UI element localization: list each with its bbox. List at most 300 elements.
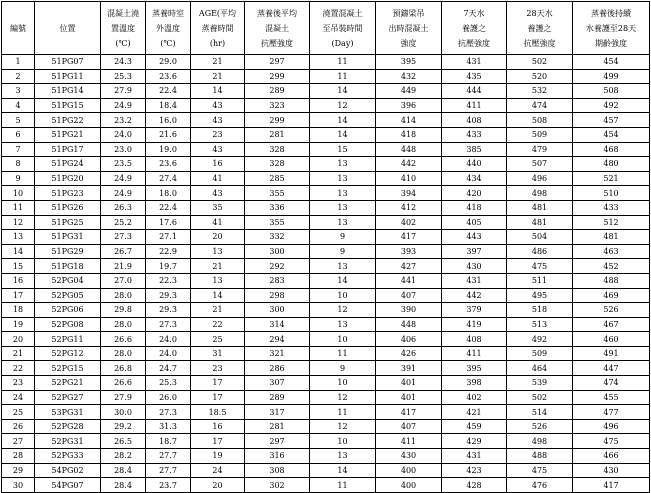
- header-line: 期齡強度: [595, 38, 627, 48]
- cell-strength-7day: 395: [442, 361, 507, 376]
- cell-continued-cure-strength: 430: [573, 463, 650, 478]
- cell-pour-temp: 26.6: [101, 332, 146, 347]
- cell-lift-strength: 407: [376, 419, 442, 434]
- cell-continued-cure-strength: 526: [573, 303, 650, 318]
- table-row: [2, 259, 650, 274]
- cell-id: 14: [2, 244, 35, 259]
- cell-strength-28day: 507: [507, 157, 573, 172]
- cell-steam-age: 23: [191, 127, 245, 142]
- cell-post-steam-strength: 328: [245, 142, 310, 157]
- table-row: [2, 55, 650, 70]
- cell-continued-cure-strength: 468: [573, 142, 650, 157]
- header-lift-strength: [376, 2, 442, 55]
- cell-post-steam-strength: 307: [245, 376, 310, 391]
- header-line: 預鑄梁吊: [392, 8, 425, 18]
- table-row: [2, 171, 650, 186]
- cell-post-steam-strength: 297: [245, 434, 310, 449]
- cell-outdoor-temp: 18.4: [146, 98, 191, 113]
- cell-strength-28day: 476: [507, 478, 573, 493]
- cell-continued-cure-strength: 433: [573, 200, 650, 215]
- cell-lift-strength: 417: [376, 230, 442, 245]
- cell-days-to-lift: 13: [310, 317, 376, 332]
- cell-id: 15: [2, 259, 35, 274]
- cell-outdoor-temp: 29.0: [146, 55, 191, 70]
- cell-continued-cure-strength: 454: [573, 127, 650, 142]
- cell-continued-cure-strength: 508: [573, 84, 650, 99]
- header-28day-strength: [507, 2, 573, 55]
- cell-lift-strength: 449: [376, 84, 442, 99]
- cell-pour-temp: 24.9: [101, 171, 146, 186]
- cell-lift-strength: 402: [376, 215, 442, 230]
- cell-days-to-lift: 12: [310, 390, 376, 405]
- cell-outdoor-temp: 27.3: [146, 405, 191, 420]
- cell-location: 51PG21: [35, 127, 101, 142]
- cell-days-to-lift: 13: [310, 171, 376, 186]
- table-body: [2, 55, 650, 493]
- cell-days-to-lift: 15: [310, 142, 376, 157]
- cell-pour-temp: 23.5: [101, 157, 146, 172]
- cell-days-to-lift: 13: [310, 449, 376, 464]
- cell-strength-7day: 433: [442, 127, 507, 142]
- cell-id: 5: [2, 113, 35, 128]
- cell-id: 18: [2, 303, 35, 318]
- cell-days-to-lift: 12: [310, 303, 376, 318]
- cell-strength-7day: 428: [442, 478, 507, 493]
- header-continued-cure-strength: [573, 2, 650, 55]
- cell-pour-temp: 24.9: [101, 98, 146, 113]
- cell-steam-age: 21: [191, 69, 245, 84]
- cell-days-to-lift: 9: [310, 244, 376, 259]
- cell-continued-cure-strength: 467: [573, 317, 650, 332]
- cell-pour-temp: 29.2: [101, 419, 146, 434]
- cell-steam-age: 21: [191, 55, 245, 70]
- cell-continued-cure-strength: 463: [573, 244, 650, 259]
- cell-days-to-lift: 11: [310, 478, 376, 493]
- cell-pour-temp: 24.9: [101, 186, 146, 201]
- cell-location: 51PG11: [35, 69, 101, 84]
- table-row: [2, 157, 650, 172]
- header-7day-strength: [442, 2, 507, 55]
- cell-location: 52PG21: [35, 376, 101, 391]
- cell-strength-28day: 475: [507, 259, 573, 274]
- table-row: [2, 376, 650, 391]
- cell-location: 51PG20: [35, 171, 101, 186]
- cell-location: 51PG07: [35, 55, 101, 70]
- cell-id: 29: [2, 463, 35, 478]
- cell-lift-strength: 448: [376, 142, 442, 157]
- cell-strength-7day: 408: [442, 332, 507, 347]
- cell-pour-temp: 26.5: [101, 434, 146, 449]
- cell-id: 10: [2, 186, 35, 201]
- cell-continued-cure-strength: 488: [573, 273, 650, 288]
- cell-id: 7: [2, 142, 35, 157]
- cell-post-steam-strength: 299: [245, 113, 310, 128]
- cell-outdoor-temp: 23.6: [146, 69, 191, 84]
- cell-continued-cure-strength: 496: [573, 419, 650, 434]
- cell-outdoor-temp: 29.3: [146, 288, 191, 303]
- table-row: [2, 215, 650, 230]
- cell-post-steam-strength: 332: [245, 230, 310, 245]
- cell-pour-temp: 30.0: [101, 405, 146, 420]
- cell-id: 11: [2, 200, 35, 215]
- cell-id: 4: [2, 98, 35, 113]
- cell-lift-strength: 407: [376, 288, 442, 303]
- header-line: 澆置混凝土: [322, 8, 363, 18]
- cell-post-steam-strength: 316: [245, 449, 310, 464]
- cell-location: 52PG04: [35, 273, 101, 288]
- cell-pour-temp: 28.0: [101, 317, 146, 332]
- table-row: [2, 127, 650, 142]
- header-line: 編號: [10, 23, 26, 33]
- cell-post-steam-strength: 292: [245, 259, 310, 274]
- cell-lift-strength: 390: [376, 303, 442, 318]
- cell-id: 28: [2, 449, 35, 464]
- cell-lift-strength: 406: [376, 332, 442, 347]
- cell-steam-age: 19: [191, 449, 245, 464]
- cell-steam-age: 43: [191, 98, 245, 113]
- cell-outdoor-temp: 27.7: [146, 449, 191, 464]
- cell-lift-strength: 412: [376, 200, 442, 215]
- cell-pour-temp: 27.9: [101, 84, 146, 99]
- header-line: 強度: [400, 38, 417, 48]
- cell-post-steam-strength: 300: [245, 303, 310, 318]
- table-row: [2, 390, 650, 405]
- cell-strength-7day: 431: [442, 273, 507, 288]
- header-line: (Day): [331, 38, 354, 48]
- cell-pour-temp: 23.0: [101, 142, 146, 157]
- table-row: [2, 142, 650, 157]
- cell-id: 24: [2, 390, 35, 405]
- cell-outdoor-temp: 23.7: [146, 478, 191, 493]
- cell-id: 26: [2, 419, 35, 434]
- cell-post-steam-strength: 294: [245, 332, 310, 347]
- cell-location: 51PG14: [35, 84, 101, 99]
- cell-id: 16: [2, 273, 35, 288]
- cell-pour-temp: 21.9: [101, 259, 146, 274]
- table-row: [2, 463, 650, 478]
- cell-strength-28day: 509: [507, 346, 573, 361]
- cell-days-to-lift: 9: [310, 230, 376, 245]
- cell-id: 1: [2, 55, 35, 70]
- cell-days-to-lift: 14: [310, 84, 376, 99]
- cell-strength-7day: 411: [442, 346, 507, 361]
- cell-days-to-lift: 14: [310, 127, 376, 142]
- table-row: [2, 449, 650, 464]
- cell-pour-temp: 26.6: [101, 376, 146, 391]
- cell-outdoor-temp: 24.0: [146, 346, 191, 361]
- header-line: 置溫度: [111, 23, 135, 33]
- cell-steam-age: 17: [191, 390, 245, 405]
- cell-continued-cure-strength: 477: [573, 405, 650, 420]
- header-line: 28天水: [526, 8, 553, 18]
- cell-days-to-lift: 11: [310, 69, 376, 84]
- cell-strength-7day: 398: [442, 376, 507, 391]
- header-line: 抗壓強度: [523, 38, 556, 48]
- cell-continued-cure-strength: 469: [573, 288, 650, 303]
- cell-days-to-lift: 13: [310, 157, 376, 172]
- cell-days-to-lift: 10: [310, 332, 376, 347]
- cell-pour-temp: 28.4: [101, 478, 146, 493]
- cell-id: 30: [2, 478, 35, 493]
- header-line: 抗壓強度: [458, 38, 490, 48]
- cell-lift-strength: 417: [376, 405, 442, 420]
- cell-outdoor-temp: 18.0: [146, 186, 191, 201]
- header-line: AGE(平均: [198, 8, 237, 18]
- cell-pour-temp: 25.3: [101, 69, 146, 84]
- table-row: [2, 69, 650, 84]
- header-line: 水養護至28天: [585, 23, 637, 33]
- cell-continued-cure-strength: 417: [573, 478, 650, 493]
- table-row: [2, 244, 650, 259]
- cell-days-to-lift: 13: [310, 200, 376, 215]
- cell-post-steam-strength: 300: [245, 244, 310, 259]
- cell-steam-age: 35: [191, 200, 245, 215]
- cell-strength-28day: 539: [507, 376, 573, 391]
- cell-continued-cure-strength: 475: [573, 434, 650, 449]
- cell-steam-age: 41: [191, 215, 245, 230]
- header-line: 蒸養時間: [201, 23, 234, 33]
- cell-pour-temp: 29.8: [101, 303, 146, 318]
- cell-location: 51PG17: [35, 142, 101, 157]
- cell-outdoor-temp: 29.3: [146, 303, 191, 318]
- header-line: 蒸養時室: [152, 8, 184, 18]
- cell-strength-7day: 385: [442, 142, 507, 157]
- cell-lift-strength: 442: [376, 157, 442, 172]
- cell-post-steam-strength: 285: [245, 171, 310, 186]
- header-pour-temperature: [101, 2, 146, 55]
- cell-steam-age: 43: [191, 186, 245, 201]
- table-row: [2, 434, 650, 449]
- cell-steam-age: 13: [191, 273, 245, 288]
- table-row: [2, 332, 650, 347]
- cell-steam-age: 14: [191, 84, 245, 99]
- cell-strength-7day: 420: [442, 186, 507, 201]
- cell-steam-age: 43: [191, 113, 245, 128]
- cell-outdoor-temp: 21.6: [146, 127, 191, 142]
- cell-lift-strength: 430: [376, 449, 442, 464]
- cell-location: 51PG26: [35, 200, 101, 215]
- cell-days-to-lift: 11: [310, 55, 376, 70]
- cell-strength-28day: 498: [507, 186, 573, 201]
- cell-strength-28day: 513: [507, 317, 573, 332]
- cell-outdoor-temp: 19.0: [146, 142, 191, 157]
- cell-post-steam-strength: 281: [245, 127, 310, 142]
- cell-steam-age: 43: [191, 142, 245, 157]
- cell-id: 2: [2, 69, 35, 84]
- cell-continued-cure-strength: 492: [573, 98, 650, 113]
- cell-outdoor-temp: 17.6: [146, 215, 191, 230]
- cell-pour-temp: 27.9: [101, 390, 146, 405]
- header-days-to-lift: [310, 2, 376, 55]
- cell-location: 51PG31: [35, 230, 101, 245]
- cell-post-steam-strength: 317: [245, 405, 310, 420]
- cell-lift-strength: 400: [376, 463, 442, 478]
- cell-continued-cure-strength: 480: [573, 157, 650, 172]
- cell-days-to-lift: 12: [310, 419, 376, 434]
- cell-outdoor-temp: 22.9: [146, 244, 191, 259]
- cell-strength-7day: 418: [442, 200, 507, 215]
- cell-post-steam-strength: 283: [245, 273, 310, 288]
- cell-post-steam-strength: 289: [245, 84, 310, 99]
- cell-continued-cure-strength: 474: [573, 376, 650, 391]
- cell-location: 52PG11: [35, 332, 101, 347]
- cell-post-steam-strength: 321: [245, 346, 310, 361]
- cell-steam-age: 25: [191, 332, 245, 347]
- cell-lift-strength: 410: [376, 171, 442, 186]
- cell-location: 52PG05: [35, 288, 101, 303]
- cell-post-steam-strength: 355: [245, 215, 310, 230]
- table-row: [2, 478, 650, 493]
- table-row: [2, 361, 650, 376]
- header-line: 外溫度: [156, 23, 180, 33]
- cell-pour-temp: 27.3: [101, 230, 146, 245]
- cell-continued-cure-strength: 455: [573, 390, 650, 405]
- cell-strength-28day: 488: [507, 449, 573, 464]
- table-row: [2, 405, 650, 420]
- cell-strength-28day: 511: [507, 273, 573, 288]
- cell-strength-28day: 498: [507, 434, 573, 449]
- cell-post-steam-strength: 328: [245, 157, 310, 172]
- cell-strength-7day: 423: [442, 463, 507, 478]
- cell-lift-strength: 432: [376, 69, 442, 84]
- cell-strength-28day: 481: [507, 200, 573, 215]
- cell-strength-28day: 492: [507, 332, 573, 347]
- cell-strength-28day: 518: [507, 303, 573, 318]
- cell-strength-28day: 514: [507, 405, 573, 420]
- cell-strength-7day: 435: [442, 69, 507, 84]
- header-steam-age: [191, 2, 245, 55]
- cell-days-to-lift: 10: [310, 434, 376, 449]
- cell-strength-28day: 502: [507, 55, 573, 70]
- cell-lift-strength: 427: [376, 259, 442, 274]
- cell-post-steam-strength: 308: [245, 463, 310, 478]
- cell-days-to-lift: 9: [310, 361, 376, 376]
- cell-steam-age: 22: [191, 317, 245, 332]
- cell-outdoor-temp: 24.7: [146, 361, 191, 376]
- table-row: [2, 317, 650, 332]
- cell-steam-age: 23: [191, 361, 245, 376]
- cell-strength-28day: 481: [507, 215, 573, 230]
- cell-outdoor-temp: 27.1: [146, 230, 191, 245]
- table-header: [2, 2, 650, 55]
- header-outdoor-temperature: [146, 2, 191, 55]
- cell-pour-temp: 26.8: [101, 361, 146, 376]
- cell-post-steam-strength: 355: [245, 186, 310, 201]
- cell-steam-age: 41: [191, 171, 245, 186]
- cell-strength-7day: 444: [442, 84, 507, 99]
- table-row: [2, 273, 650, 288]
- header-line: (℃): [115, 38, 131, 48]
- cell-id: 12: [2, 215, 35, 230]
- table-row: [2, 288, 650, 303]
- cell-outdoor-temp: 27.7: [146, 463, 191, 478]
- cell-days-to-lift: 11: [310, 405, 376, 420]
- cell-id: 21: [2, 346, 35, 361]
- cell-days-to-lift: 14: [310, 463, 376, 478]
- cell-location: 54PG02: [35, 463, 101, 478]
- cell-steam-age: 16: [191, 157, 245, 172]
- cell-outdoor-temp: 18.7: [146, 434, 191, 449]
- cell-steam-age: 18.5: [191, 405, 245, 420]
- cell-location: 51PG18: [35, 259, 101, 274]
- cell-lift-strength: 426: [376, 346, 442, 361]
- cell-continued-cure-strength: 447: [573, 361, 650, 376]
- cell-post-steam-strength: 323: [245, 98, 310, 113]
- cell-lift-strength: 411: [376, 434, 442, 449]
- cell-location: 54PG07: [35, 478, 101, 493]
- cell-strength-7day: 411: [442, 98, 507, 113]
- cell-days-to-lift: 14: [310, 273, 376, 288]
- cell-strength-28day: 479: [507, 142, 573, 157]
- cell-pour-temp: 28.0: [101, 346, 146, 361]
- cell-lift-strength: 401: [376, 376, 442, 391]
- cell-steam-age: 20: [191, 478, 245, 493]
- cell-location: 52PG33: [35, 449, 101, 464]
- cell-strength-7day: 397: [442, 244, 507, 259]
- cell-strength-7day: 459: [442, 419, 507, 434]
- cell-location: 51PG29: [35, 244, 101, 259]
- table-row: [2, 113, 650, 128]
- cell-location: 52PG12: [35, 346, 101, 361]
- header-line: 混凝土: [265, 23, 289, 33]
- cell-location: 52PG06: [35, 303, 101, 318]
- cell-outdoor-temp: 22.4: [146, 200, 191, 215]
- header-id: [2, 2, 35, 55]
- cell-location: 52PG31: [35, 434, 101, 449]
- header-line: 蒸養後平均: [257, 8, 297, 18]
- cell-continued-cure-strength: 452: [573, 259, 650, 274]
- cell-strength-7day: 402: [442, 390, 507, 405]
- cell-id: 27: [2, 434, 35, 449]
- header-line: 蒸養後持續: [591, 8, 631, 18]
- header-line: 出時混凝土: [388, 23, 429, 33]
- cell-steam-age: 21: [191, 259, 245, 274]
- cell-lift-strength: 448: [376, 317, 442, 332]
- cell-strength-28day: 504: [507, 230, 573, 245]
- cell-strength-28day: 464: [507, 361, 573, 376]
- cell-id: 17: [2, 288, 35, 303]
- cell-steam-age: 20: [191, 230, 245, 245]
- cell-steam-age: 17: [191, 434, 245, 449]
- cell-id: 13: [2, 230, 35, 245]
- cell-outdoor-temp: 27.4: [146, 171, 191, 186]
- table-row: [2, 346, 650, 361]
- cell-post-steam-strength: 281: [245, 419, 310, 434]
- cell-outdoor-temp: 25.3: [146, 376, 191, 391]
- cell-strength-28day: 508: [507, 113, 573, 128]
- cell-strength-7day: 419: [442, 317, 507, 332]
- cell-strength-7day: 429: [442, 434, 507, 449]
- cell-strength-7day: 431: [442, 449, 507, 464]
- cell-strength-28day: 496: [507, 171, 573, 186]
- header-location: [35, 2, 101, 55]
- cell-id: 6: [2, 127, 35, 142]
- cell-outdoor-temp: 24.0: [146, 332, 191, 347]
- cell-lift-strength: 441: [376, 273, 442, 288]
- cell-id: 9: [2, 171, 35, 186]
- cell-location: 51PG22: [35, 113, 101, 128]
- header-line: 抗壓強度: [261, 38, 293, 48]
- cell-days-to-lift: 10: [310, 288, 376, 303]
- cell-lift-strength: 414: [376, 113, 442, 128]
- cell-id: 23: [2, 376, 35, 391]
- cell-location: 52PG28: [35, 419, 101, 434]
- header-line: (℃): [160, 38, 176, 48]
- table-row: [2, 84, 650, 99]
- cell-location: 52PG15: [35, 361, 101, 376]
- cell-strength-28day: 509: [507, 127, 573, 142]
- cell-lift-strength: 418: [376, 127, 442, 142]
